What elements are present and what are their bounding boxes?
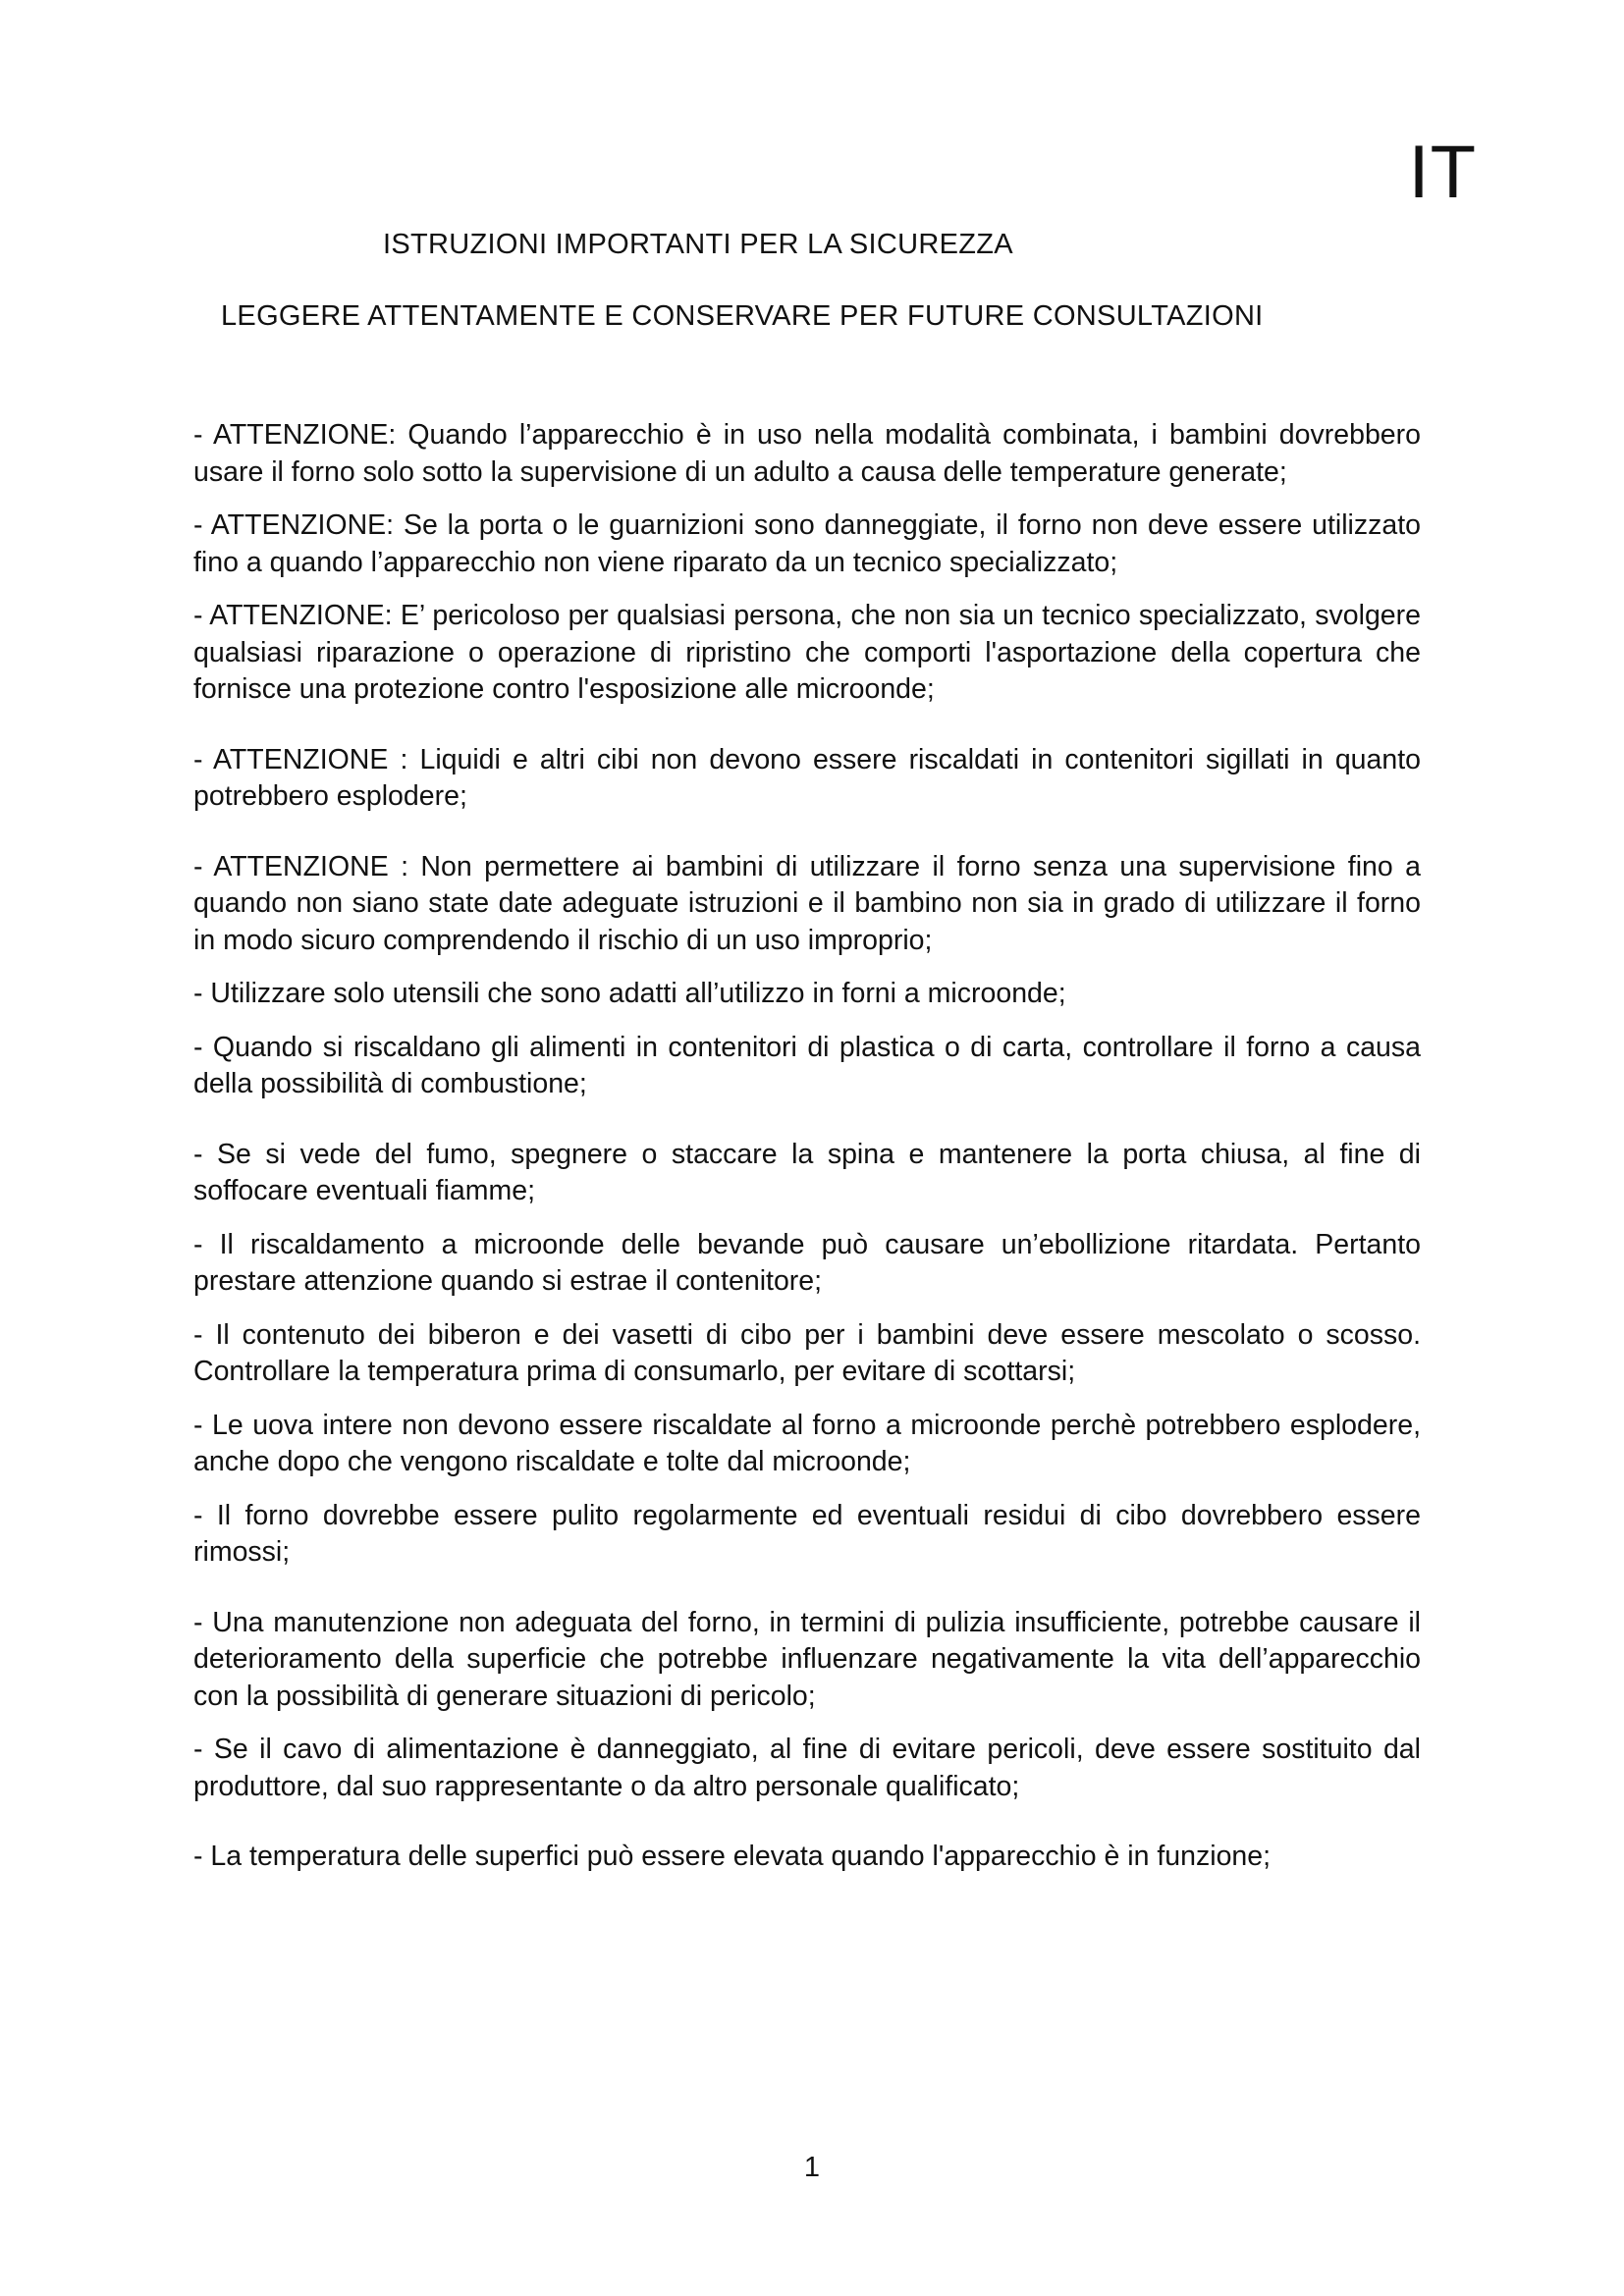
document-subtitle: LEGGERE ATTENTAMENTE E CONSERVARE PER FUTURE CONSULTAZIONI — [221, 300, 1264, 332]
warning-repairs: - ATTENZIONE: E’ pericoloso per qualsiasi persona, che non sia un tecnico specializzato, svolgere qualsiasi riparazione o operazione di ripristino che comporti l'asportazione della copertura che fornisce una protezione contro l'esposizione alle microonde; — [193, 600, 1421, 705]
warning-sealed-containers: - ATTENZIONE : Liquidi e altri cibi non devono essere riscaldati in contenitori sigillati in quanto potrebbero esplodere; — [193, 743, 1421, 812]
instruction-cleaning: - Il forno dovrebbe essere pulito regolarmente ed eventuali residui di cibo dovrebbero essere rimossi; — [193, 1499, 1421, 1568]
instruction-beverages: - Il riscaldamento a microonde delle bevande può causare un’ebollizione ritardata. Pertanto prestare attenzione quando si estrae il contenitore; — [193, 1228, 1421, 1297]
warning-damaged-door: - ATTENZIONE: Se la porta o le guarnizioni sono danneggiate, il forno non deve essere utilizzato fino a quando l’apparecchio non viene riparato da un tecnico specializzato; — [193, 509, 1421, 578]
instruction-plastic-paper: - Quando si riscaldano gli alimenti in contenitori di plastica o di carta, controllare il forno a causa della possibilità di combustione; — [193, 1031, 1421, 1099]
page-number: 1 — [803, 2152, 821, 2183]
instruction-surface-temperature: - La temperatura delle superfici può essere elevata quando l'apparecchio è in funzione; — [193, 1841, 1272, 1872]
safety-instructions-list — [193, 417, 1421, 1893]
instruction-smoke: - Se si vede del fumo, spegnere o staccare la spina e mantenere la porta chiusa, al fine di soffocare eventuali fiamme; — [193, 1138, 1421, 1206]
instruction-baby-food: - Il contenuto dei biberon e dei vasetti di cibo per i bambini deve essere mescolato o scosso. Controllare la temperatura prima di consumarlo, per evitare di scottarsi; — [193, 1318, 1421, 1387]
instruction-eggs: - Le uova intere non devono essere riscaldate al forno a microonde perchè potrebbero esplodere, anche dopo che vengono riscaldate e tolte dal microonde; — [193, 1409, 1421, 1477]
warning-children: - ATTENZIONE : Non permettere ai bambini di utilizzare il forno senza una supervisione fino a quando non siano state date adeguate istruzioni e il bambino non sia in grado di utilizzare il forno in modo sicuro comprendendo il rischio di un uso improprio; — [193, 850, 1421, 956]
instruction-utensils: - Utilizzare solo utensili che sono adatti all’utilizzo in forni a microonde; — [193, 978, 1066, 1009]
language-code: IT — [1408, 131, 1477, 214]
instruction-maintenance: - Una manutenzione non adeguata del forno, in termini di pulizia insufficiente, potrebbe causare il deterioramento della superficie che potrebbe influenzare negativamente la vita dell’apparecchio con la possibilità di generare situazioni di pericolo; — [193, 1606, 1421, 1712]
instruction-power-cord: - Se il cavo di alimentazione è danneggiato, al fine di evitare pericoli, deve essere sostituito dal produttore, dal suo rappresentante o da altro personale qualificato; — [193, 1734, 1421, 1802]
warning-combined-mode: - ATTENZIONE: Quando l’apparecchio è in uso nella modalità combinata, i bambini dovrebbero usare il forno solo sotto la supervisione di un adulto a causa delle temperature generate; — [193, 419, 1421, 488]
document-title: ISTRUZIONI IMPORTANTI PER LA SICUREZZA — [383, 229, 1013, 260]
